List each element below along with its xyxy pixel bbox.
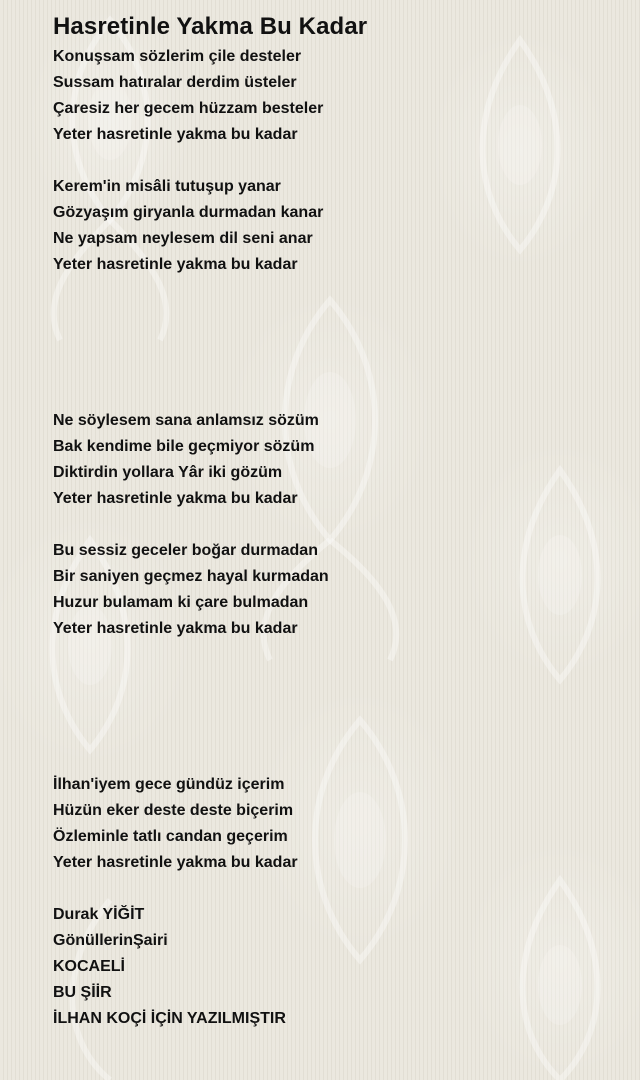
poem-line: Yeter hasretinle yakma bu kadar xyxy=(53,490,298,507)
poem-line: İlhan'iyem gece gündüz içerim xyxy=(53,776,285,793)
poem-line: Bak kendime bile geçmiyor sözüm xyxy=(53,438,315,455)
stanza-spacer xyxy=(53,148,613,174)
poem-line: Bu sessiz geceler boğar durmadan xyxy=(53,542,318,559)
stanza-3 xyxy=(53,408,613,512)
poem-line: Ne söylesem sana anlamsız sözüm xyxy=(53,412,319,429)
poem-line: Hüzün eker deste deste biçerim xyxy=(53,802,294,819)
poem-line: Bir saniyen geçmez hayal kurmadan xyxy=(53,568,329,585)
poem-title: Hasretinle Yakma Bu Kadar xyxy=(53,13,368,40)
stanza-spacer xyxy=(53,512,613,538)
poem-line: Yeter hasretinle yakma bu kadar xyxy=(53,620,298,637)
poem-signature xyxy=(53,902,613,1032)
stanza-2 xyxy=(53,174,613,278)
signature-line: BU ŞİİR xyxy=(53,984,112,1001)
poem-line: Gözyaşım giryanla durmadan kanar xyxy=(53,204,324,221)
signature-line: GönüllerinŞairi xyxy=(53,932,168,949)
poem-line: Yeter hasretinle yakma bu kadar xyxy=(53,256,298,273)
poem-line: Yeter hasretinle yakma bu kadar xyxy=(53,854,298,871)
signature-line: KOCAELİ xyxy=(53,958,125,975)
poem-line: Huzur bulamam ki çare bulmadan xyxy=(53,594,309,611)
stanza-1 xyxy=(53,44,613,148)
poem-line: Özleminle tatlı candan geçerim xyxy=(53,828,288,845)
section-spacer xyxy=(53,278,613,408)
poem-line: Kerem'in misâli tutuşup yanar xyxy=(53,178,281,195)
section-spacer xyxy=(53,642,613,772)
stanza-spacer xyxy=(53,876,613,902)
poem-container xyxy=(53,10,613,1032)
signature-line: İLHAN KOÇİ İÇİN YAZILMIŞTIR xyxy=(53,1010,286,1027)
poem-line: Ne yapsam neylesem dil seni anar xyxy=(53,230,313,247)
signature-line: Durak YİĞİT xyxy=(53,906,145,923)
poem-line: Konuşsam sözlerim çile desteler xyxy=(53,48,302,65)
poem-line: Yeter hasretinle yakma bu kadar xyxy=(53,126,298,143)
poem-line: Sussam hatıralar derdim üsteler xyxy=(53,74,297,91)
poem-line: Çaresiz her gecem hüzzam besteler xyxy=(53,100,324,117)
poem-line: Diktirdin yollara Yâr iki gözüm xyxy=(53,464,283,481)
stanza-5 xyxy=(53,772,613,876)
stanza-4 xyxy=(53,538,613,642)
